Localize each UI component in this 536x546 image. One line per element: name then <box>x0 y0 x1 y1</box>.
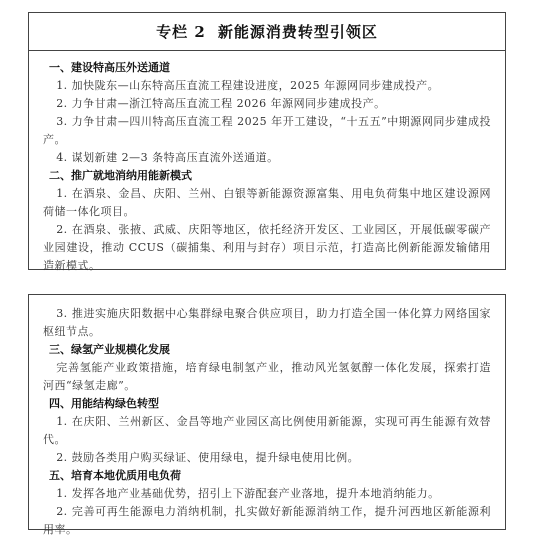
section-5-item-1: 1. 发挥各地产业基础优势，招引上下游配套产业落地，提升本地消纳能力。 <box>56 487 440 500</box>
section-1-item-1: 1. 加快陇东—山东特高压直流工程建设进度，2025 年源网同步建成投产。 <box>56 79 440 92</box>
section-1-item-4: 4. 谋划新建 2—3 条特高压直流外送通道。 <box>56 151 279 164</box>
feature-box-bottom-content <box>29 295 505 539</box>
section-2-item-3: 3. 推进实施庆阳数据中心集群绿电聚合供应项目，助力打造全国一体化算力网络国家枢纽节点。 <box>43 307 491 338</box>
section-heading-3: 三、绿氢产业规模化发展 <box>49 343 170 356</box>
section-1-item-3: 3. 力争甘肃—四川特高压直流工程 2025 年开工建设，“十五五”中期源网同步建成投产。 <box>43 115 491 146</box>
section-2-item-2: 2. 在酒泉、张掖、武威、庆阳等地区，依托经济开发区、工业园区，开展低碳零碳产业园建设，推动 CCUS（碳捕集、利用与封存）项目示范，打造高比例新能源发输储用造新模式。 <box>43 223 491 272</box>
section-heading-5: 五、培育本地优质用电负荷 <box>49 469 181 482</box>
feature-box-title-text: 新能源消费转型引领区 <box>217 23 378 41</box>
section-3-item-1: 完善氢能产业政策措施，培育绿电制氢产业，推动风光氢氨醇一体化发展，探索打造河西“绿氢走廊”。 <box>43 361 491 392</box>
section-heading-2: 二、推广就地消纳用能新模式 <box>49 169 192 182</box>
feature-box-title <box>29 13 505 51</box>
section-1-item-2: 2. 力争甘肃—浙江特高压直流工程 2026 年源网同步建成投产。 <box>56 97 386 110</box>
section-5-item-2: 2. 完善可再生能源电力消纳机制，扎实做好新能源消纳工作，提升河西地区新能源利用率。 <box>43 505 491 536</box>
feature-box-top-content <box>29 51 505 275</box>
section-4-item-2: 2. 鼓励各类用户购买绿证、使用绿电，提升绿电使用比例。 <box>56 451 360 464</box>
feature-box-label: 专栏 2 <box>156 23 206 41</box>
section-4-item-1: 1. 在庆阳、兰州新区、金昌等地产业园区高比例使用新能源，实现可再生能源有效替代。 <box>43 415 491 446</box>
section-2-item-1: 1. 在酒泉、金昌、庆阳、兰州、白银等新能源资源富集、用电负荷集中地区建设源网荷储一体化项目。 <box>43 187 491 218</box>
section-heading-4: 四、用能结构绿色转型 <box>49 397 159 410</box>
feature-box-bottom <box>28 294 506 536</box>
section-heading-1: 一、建设特高压外送通道 <box>49 61 170 74</box>
feature-box-top <box>28 12 506 270</box>
